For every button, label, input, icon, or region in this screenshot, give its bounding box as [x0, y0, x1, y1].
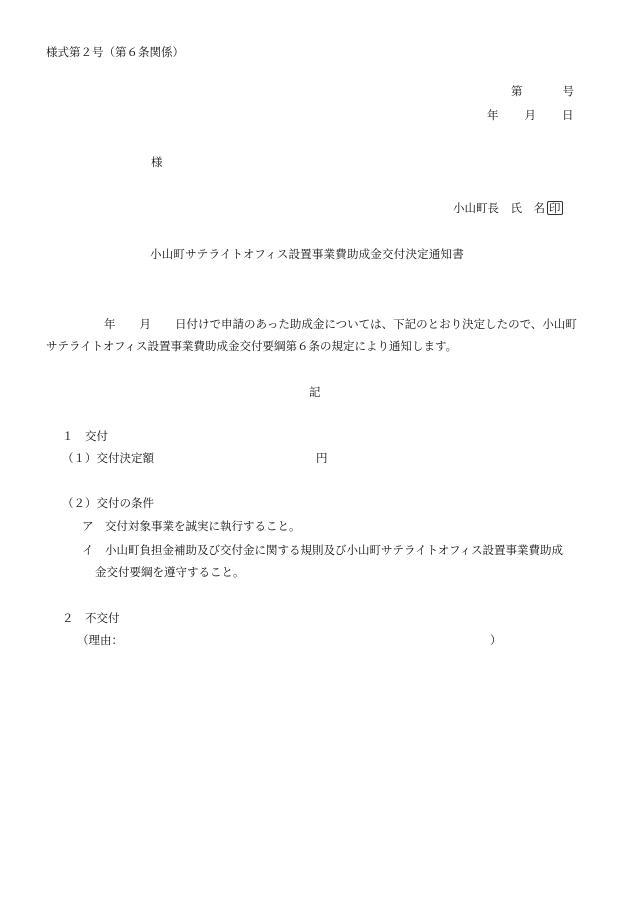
form-label: 様式第２号（第６条関係） — [46, 45, 184, 59]
section-1-heading: １ 交付 — [62, 429, 108, 443]
sender-title: 小山町長 氏 名 — [453, 201, 545, 215]
yen-unit: 円 — [316, 451, 328, 465]
body-line-2: サテライトオフィス設置事業費助成金交付要綱第６条の規定により通知します。 — [46, 339, 458, 353]
grant-conditions-label: （２）交付の条件 — [62, 496, 154, 510]
reason-close: ） — [490, 633, 502, 647]
section-2-heading: ２ 不交付 — [62, 611, 120, 625]
grant-amount-label: （１）交付決定額 — [62, 451, 154, 465]
seal-mark: 印 — [549, 201, 561, 215]
condition-a: ア 交付対象事業を誠実に執行すること。 — [82, 519, 301, 533]
sender — [453, 201, 563, 215]
addressee-honorific: 様 — [151, 155, 163, 169]
number-prefix: 第 — [511, 84, 523, 98]
date-day: 日 — [562, 108, 574, 122]
document-date — [487, 110, 574, 122]
body-text-1: 日付けで申請のあった助成金については、下記のとおり決定したので、小山町 — [175, 317, 577, 331]
reason-open: （理由： — [77, 633, 123, 647]
date-month: 月 — [524, 108, 536, 122]
date-year: 年 — [487, 108, 499, 122]
condition-i-line-2: 金交付要綱を遵守すること。 — [95, 565, 245, 579]
body-year: 年 — [104, 317, 116, 331]
number-suffix: 号 — [562, 84, 574, 98]
document-title: 小山町サテライトオフィス設置事業費助成金交付決定通知書 — [150, 247, 464, 261]
body-month: 月 — [139, 317, 151, 331]
ki-marker: 記 — [309, 385, 321, 399]
document-number — [511, 86, 574, 98]
body-line-1 — [104, 319, 577, 331]
condition-i-line-1: イ 小山町負担金補助及び交付金に関する規則及び小山町サテライトオフィス設置事業費助成 — [82, 543, 564, 557]
